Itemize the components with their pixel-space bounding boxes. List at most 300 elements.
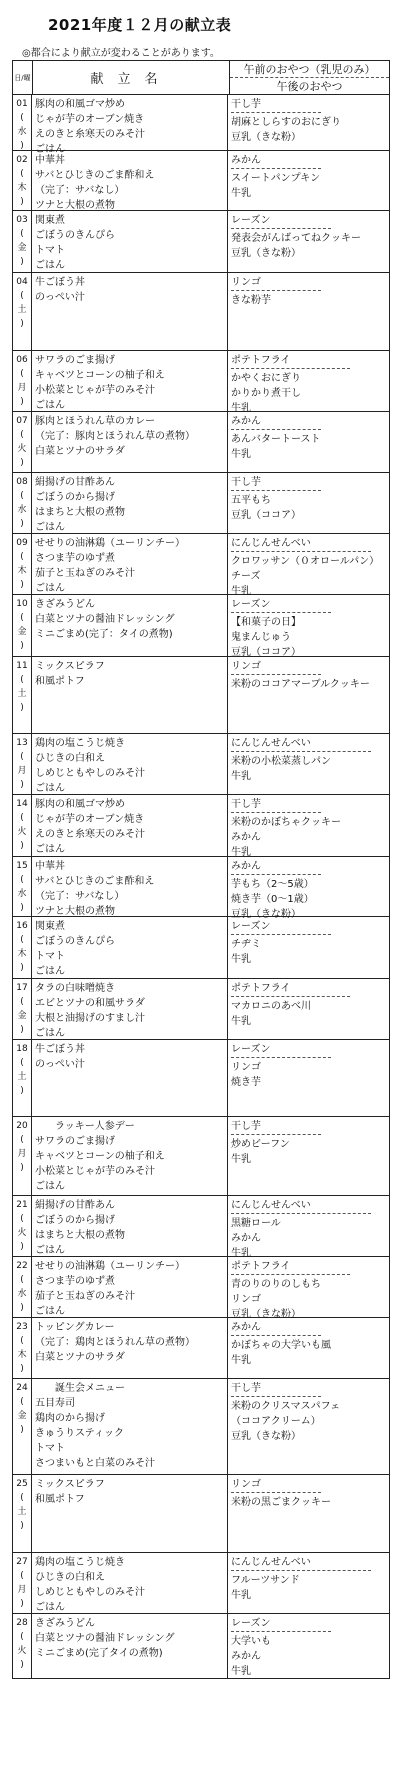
snack-pm (231, 1075, 389, 1090)
table-row (13, 1257, 389, 1318)
menu-item: きざみうどん (35, 1618, 95, 1629)
snack-am (231, 1198, 389, 1216)
day-number: 10 (16, 599, 28, 609)
menu-cell (32, 857, 228, 916)
menu-item: ごぼうのから揚げ (35, 1215, 115, 1226)
table-row (13, 1475, 389, 1553)
paren-close: ) (20, 1599, 24, 1609)
weekday: 土 (17, 305, 27, 315)
snack-item: かやくおにぎり (231, 373, 301, 384)
snack-pm (231, 1495, 389, 1510)
day-cell (13, 917, 32, 978)
snack-item: レーズン (231, 597, 331, 613)
table-header (13, 61, 389, 95)
snack-pm (231, 1429, 389, 1444)
paren-open: ( (20, 1135, 24, 1145)
snack-item: きな粉芋 (231, 295, 271, 306)
snack-item: 炒めビーフン (231, 1139, 290, 1150)
menu-item: 豚肉の和風ゴマ炒め (35, 99, 125, 110)
snack-am (231, 659, 389, 677)
snack-pm (231, 508, 389, 523)
menu-item: （完了：サバなし） (35, 891, 125, 902)
snack-pm (231, 231, 389, 246)
day-cell (13, 1318, 32, 1378)
snack-pm (231, 1216, 389, 1231)
day-number: 09 (16, 538, 28, 548)
paren-close: ) (20, 1425, 24, 1435)
paren-close: ) (20, 141, 24, 151)
snack-item: かぼちゃの大学いも風 (231, 1340, 331, 1351)
snack-item: 干し芋 (231, 1381, 321, 1397)
weekday: 木 (17, 1350, 27, 1360)
snack-am (231, 1555, 389, 1573)
menu-item: ひじきの白和え (35, 1572, 105, 1583)
table-row (13, 1553, 389, 1614)
snack-item: 胡麻としらすのおにぎり (231, 117, 341, 128)
paren-open: ( (20, 675, 24, 685)
table-body (13, 95, 389, 1678)
snack-pm (231, 493, 389, 508)
snack-item: あんバタートースト (231, 434, 321, 445)
menu-cell (32, 473, 228, 533)
menu-item: きざみうどん (35, 599, 95, 610)
paren-open: ( (20, 552, 24, 562)
snack-item: にんじんせんべい (231, 736, 371, 752)
paren-close: ) (20, 903, 24, 913)
menu-item: 小松菜とじゃが芋のみそ汁 (35, 385, 155, 396)
weekday: 火 (17, 444, 27, 454)
snack-cell (228, 1553, 389, 1613)
menu-cell (32, 1379, 228, 1474)
menu-item: えのきと糸寒天のみそ汁 (35, 829, 145, 840)
day-cell (13, 351, 32, 411)
table-row (13, 734, 389, 795)
day-cell (13, 1117, 32, 1195)
menu-item: 牛ごぼう丼 (35, 1044, 85, 1055)
snack-item: 【和菓子の日】 (231, 617, 301, 628)
menu-item: しめじともやしのみそ汁 (35, 768, 145, 779)
snack-item: 豆乳（きな粉） (231, 1431, 301, 1442)
table-row (13, 1379, 389, 1475)
day-number: 17 (16, 983, 28, 993)
menu-item: ごはん (35, 144, 65, 155)
weekday: 月 (17, 766, 27, 776)
snack-cell (228, 211, 389, 272)
weekday: 木 (17, 183, 27, 193)
snack-pm (231, 293, 389, 308)
menu-cell (32, 979, 228, 1039)
menu-item: 鶏肉の塩こうじ焼き (35, 738, 125, 749)
snack-pm (231, 1414, 389, 1429)
snack-am (231, 1259, 389, 1277)
day-cell (13, 979, 32, 1039)
snack-item: 干し芋 (231, 97, 321, 113)
menu-item: 大根と油揚げのすまし汁 (35, 1013, 145, 1024)
menu-cell (32, 1196, 228, 1256)
menu-item: 茄子と玉ねぎのみそ汁 (35, 568, 135, 579)
paren-open: ( (20, 1493, 24, 1503)
menu-item: トマト (35, 245, 65, 256)
weekday: 火 (17, 1646, 27, 1656)
menu-item: （完了：鶏肉とほうれん草の煮物） (35, 1337, 195, 1348)
event-label: ラッキー人参デー (55, 1121, 135, 1132)
snack-item: 五平もち (231, 495, 271, 506)
event-label: 誕生会メニュー (55, 1383, 125, 1394)
snack-pm (231, 1664, 389, 1679)
snack-item: 干し芋 (231, 475, 321, 491)
day-cell (13, 595, 32, 656)
menu-item: ミニごまめ(完了：タイの煮物) (35, 629, 173, 640)
menu-item: 白菜とツナのサラダ (35, 446, 125, 457)
day-cell (13, 1196, 32, 1256)
menu-cell (32, 95, 228, 155)
snack-pm (231, 115, 389, 130)
day-cell (13, 1614, 32, 1678)
day-cell (13, 473, 32, 533)
weekday: 水 (17, 505, 27, 515)
table-row (13, 857, 389, 920)
table-row (13, 1040, 389, 1117)
snack-pm (231, 892, 389, 907)
menu-cell (32, 273, 228, 350)
weekday: 土 (17, 1072, 27, 1082)
snack-am (231, 1042, 389, 1060)
snack-cell (228, 273, 389, 350)
snack-item: 干し芋 (231, 797, 321, 813)
snack-item: にんじんせんべい (231, 1555, 371, 1571)
snack-pm (231, 1588, 389, 1603)
weekday: 水 (17, 889, 27, 899)
snack-pm (231, 171, 389, 186)
snack-item: みかん (231, 1651, 261, 1662)
snack-am (231, 981, 389, 999)
snack-am (231, 213, 389, 231)
snack-pm (231, 630, 389, 645)
day-number: 25 (16, 1479, 28, 1489)
weekday: 金 (17, 243, 27, 253)
menu-cell (32, 917, 228, 978)
menu-item: 小松菜とじゃが芋のみそ汁 (35, 1166, 155, 1177)
menu-item: 和風ポトフ (35, 1494, 85, 1505)
day-cell (13, 857, 32, 916)
menu-table (12, 60, 390, 1679)
paren-open: ( (20, 113, 24, 123)
snack-am (231, 1119, 389, 1137)
snack-pm (231, 877, 389, 892)
header-day: 日/曜 (13, 61, 33, 94)
paren-close: ) (20, 1303, 24, 1313)
day-cell (13, 1553, 32, 1613)
snack-pm (231, 1338, 389, 1353)
paren-close: ) (20, 1025, 24, 1035)
menu-item: トッピングカレー (35, 1322, 115, 1333)
paren-open: ( (20, 1214, 24, 1224)
snack-item: にんじんせんべい (231, 1198, 371, 1214)
paren-open: ( (20, 1058, 24, 1068)
snack-am (231, 353, 389, 371)
snack-item: 牛乳 (231, 1355, 251, 1366)
snack-item: ポテトフライ (231, 1259, 350, 1275)
snack-item: みかん (231, 414, 321, 430)
menu-item: さつま芋のゆず煮 (35, 553, 115, 564)
day-number: 22 (16, 1261, 28, 1271)
paren-open: ( (20, 752, 24, 762)
menu-item: ごぼうのきんぴら (35, 936, 115, 947)
snack-pm (231, 952, 389, 967)
snack-pm (231, 615, 389, 630)
header-snacks (230, 61, 389, 94)
day-number: 15 (16, 861, 28, 871)
day-number: 23 (16, 1322, 28, 1332)
menu-item: （完了：サバなし） (35, 185, 125, 196)
paren-close: ) (20, 641, 24, 651)
snack-cell (228, 473, 389, 533)
menu-item: サバとひじきのごま酢和え (35, 876, 155, 887)
menu-item: ごはん (35, 1245, 65, 1256)
menu-item: ごはん (35, 400, 65, 411)
paren-open: ( (20, 1275, 24, 1285)
snack-item: かりかり煮干し (231, 388, 301, 399)
menu-cell (32, 657, 228, 733)
snack-am (231, 475, 389, 493)
day-cell (13, 657, 32, 733)
menu-item: ごはん (35, 1306, 65, 1317)
snack-item: 米粉のココアマーブルクッキー (231, 679, 370, 690)
snack-item: みかん (231, 153, 321, 169)
table-row (13, 795, 389, 857)
menu-item: ツナと大根の煮物 (35, 200, 115, 211)
snack-cell (228, 1257, 389, 1320)
paren-close: ) (20, 841, 24, 851)
snack-item: 牛乳 (231, 771, 251, 782)
paren-close: ) (20, 1242, 24, 1252)
menu-item: さつまいもと白菜のみそ汁 (35, 1458, 155, 1469)
snack-item: フルーツサンド (231, 1575, 300, 1586)
table-row (13, 211, 389, 273)
snack-cell (228, 1475, 389, 1552)
notice-text: ◎都合により献立が変わることがあります。 (22, 48, 220, 59)
menu-item: えのきと糸寒天のみそ汁 (35, 129, 145, 140)
snack-pm (231, 830, 389, 845)
snack-cell (228, 857, 389, 920)
menu-cell (32, 1117, 228, 1195)
weekday: 月 (17, 1149, 27, 1159)
day-cell (13, 1257, 32, 1317)
paren-close: ) (20, 780, 24, 790)
snack-am (231, 1320, 389, 1338)
menu-item: 茄子と玉ねぎのみそ汁 (35, 1291, 135, 1302)
menu-item: ごはん (35, 1602, 65, 1613)
day-cell (13, 1475, 32, 1552)
paren-open: ( (20, 430, 24, 440)
table-row (13, 979, 389, 1040)
paren-open: ( (20, 1336, 24, 1346)
snack-item: リンゴ (231, 659, 321, 675)
menu-item: ごはん (35, 783, 65, 794)
snack-cell (228, 1614, 389, 1678)
snack-pm (231, 432, 389, 447)
snack-am (231, 536, 389, 554)
menu-item: キャベツとコーンの柚子和え (35, 370, 165, 381)
snack-item: スイートパンプキン (231, 173, 321, 184)
snack-pm (231, 447, 389, 462)
day-number: 16 (16, 921, 28, 931)
menu-item: はまちと大根の煮物 (35, 1230, 125, 1241)
snack-am (231, 275, 389, 293)
table-row (13, 1614, 389, 1678)
paren-close: ) (20, 1660, 24, 1670)
menu-cell (32, 1475, 228, 1552)
menu-item: 豚肉とほうれん草のカレー (35, 416, 155, 427)
day-number: 06 (16, 355, 28, 365)
snack-item: ポテトフライ (231, 353, 350, 369)
menu-item: ごぼうのから揚げ (35, 492, 115, 503)
snack-cell (228, 95, 389, 150)
menu-cell (32, 1040, 228, 1116)
snack-cell (228, 795, 389, 856)
snack-item: リンゴ (231, 275, 321, 291)
menu-cell (32, 1553, 228, 1613)
menu-cell (32, 151, 228, 210)
snack-pm (231, 371, 389, 386)
paren-close: ) (20, 1086, 24, 1096)
snack-item: レーズン (231, 213, 331, 229)
snack-item: レーズン (231, 919, 331, 935)
snack-item: 米粉のかぼちゃクッキー (231, 817, 341, 828)
menu-item: 和風ポトフ (35, 676, 85, 687)
weekday: 水 (17, 127, 27, 137)
paren-open: ( (20, 369, 24, 379)
table-row (13, 657, 389, 734)
menu-item: ごぼうのきんぴら (35, 230, 115, 241)
snack-item: みかん (231, 1233, 261, 1244)
paren-close: ) (20, 1163, 24, 1173)
weekday: 月 (17, 1585, 27, 1595)
menu-item: エビとツナの和風サラダ (35, 998, 145, 1009)
snack-item: マカロニのあべ川 (231, 1001, 311, 1012)
snack-am (231, 919, 389, 937)
snack-item: みかん (231, 832, 261, 843)
menu-item: せせりの油淋鶏（ユーリンチー） (35, 1261, 185, 1272)
snack-pm (231, 1277, 389, 1292)
snack-item: 大学いも (231, 1636, 271, 1647)
snack-item: （ココアクリーム） (231, 1416, 321, 1427)
snack-item: 芋もち（2～5歳） (231, 879, 314, 890)
paren-open: ( (20, 813, 24, 823)
day-number: 20 (16, 1121, 28, 1131)
menu-cell (32, 412, 228, 472)
snack-item: 牛乳 (231, 1016, 251, 1027)
menu-item: タラの白味噌焼き (35, 983, 115, 994)
menu-item: ごはん (35, 966, 65, 977)
paren-close: ) (20, 580, 24, 590)
menu-item: （完了：豚肉とほうれん草の煮物） (35, 431, 195, 442)
paren-close: ) (20, 257, 24, 267)
menu-item: 鶏肉のから揚げ (35, 1413, 105, 1424)
snack-am (231, 153, 389, 171)
snack-item: レーズン (231, 1616, 331, 1632)
paren-close: ) (20, 1521, 24, 1531)
snack-am (231, 859, 389, 877)
snack-item: 牛乳 (231, 1590, 251, 1601)
snack-pm (231, 1634, 389, 1649)
snack-am (231, 1381, 389, 1399)
weekday: 火 (17, 827, 27, 837)
snack-pm (231, 1231, 389, 1246)
snack-item: レーズン (231, 1042, 331, 1058)
snack-am (231, 797, 389, 815)
snack-item: チーズ (231, 571, 261, 582)
snack-cell (228, 1196, 389, 1259)
snack-pm (231, 186, 389, 201)
paren-open: ( (20, 1571, 24, 1581)
menu-item: 中華丼 (35, 155, 65, 166)
header-menu: 献立名 (33, 61, 230, 94)
menu-cell (32, 534, 228, 594)
snack-item: 牛乳 (231, 954, 251, 965)
snack-pm (231, 769, 389, 784)
snack-cell (228, 1040, 389, 1116)
snack-item: クロワッサン（０オロールパン） (231, 556, 380, 567)
menu-item: 牛ごぼう丼 (35, 277, 85, 288)
snack-item: 豆乳（ココア） (231, 510, 301, 521)
day-cell (13, 795, 32, 856)
menu-item: キャベツとコーンの柚子和え (35, 1151, 165, 1162)
snack-item: 豆乳（ココア） (231, 647, 301, 658)
menu-item: 絹揚げの甘酢あん (35, 1200, 115, 1211)
table-row (13, 595, 389, 657)
menu-cell (32, 211, 228, 272)
menu-item: せせりの油淋鶏（ユーリンチー） (35, 538, 185, 549)
snack-am (231, 736, 389, 754)
snack-item: 牛乳 (231, 449, 251, 460)
day-number: 03 (16, 215, 28, 225)
snack-am (231, 97, 389, 115)
weekday: 金 (17, 627, 27, 637)
day-number: 13 (16, 738, 28, 748)
snack-item: 豆乳（きな粉） (231, 132, 301, 143)
snack-cell (228, 351, 389, 414)
menu-item: ミックスピラフ (35, 661, 105, 672)
snack-pm (231, 554, 389, 569)
menu-item: じゃが芋のオーブン焼き (35, 114, 145, 125)
menu-item: トマト (35, 1443, 65, 1454)
weekday: 木 (17, 566, 27, 576)
paren-open: ( (20, 1397, 24, 1407)
menu-item: ごはん (35, 260, 65, 271)
snack-item: 牛乳 (231, 403, 251, 414)
snack-item: 米粉の黒ごまクッキー (231, 1497, 331, 1508)
day-cell (13, 534, 32, 594)
snack-pm (231, 1137, 389, 1152)
paren-open: ( (20, 491, 24, 501)
snack-item: みかん (231, 859, 321, 875)
menu-item: さつま芋のゆず煮 (35, 1276, 115, 1287)
table-row (13, 1117, 389, 1196)
weekday: 金 (17, 1011, 27, 1021)
menu-item: 白菜とツナの醤油ドレッシング (35, 1633, 175, 1644)
menu-cell (32, 1614, 228, 1678)
snack-item: 牛乳 (231, 188, 251, 199)
paren-close: ) (20, 458, 24, 468)
day-number: 28 (16, 1618, 28, 1628)
menu-item: ミックスピラフ (35, 1479, 105, 1490)
menu-cell (32, 1318, 228, 1378)
day-number: 04 (16, 277, 28, 287)
menu-item: 豚肉の和風ゴマ炒め (35, 799, 125, 810)
menu-item: しめじともやしのみそ汁 (35, 1587, 145, 1598)
snack-item: リンゴ (231, 1062, 261, 1073)
